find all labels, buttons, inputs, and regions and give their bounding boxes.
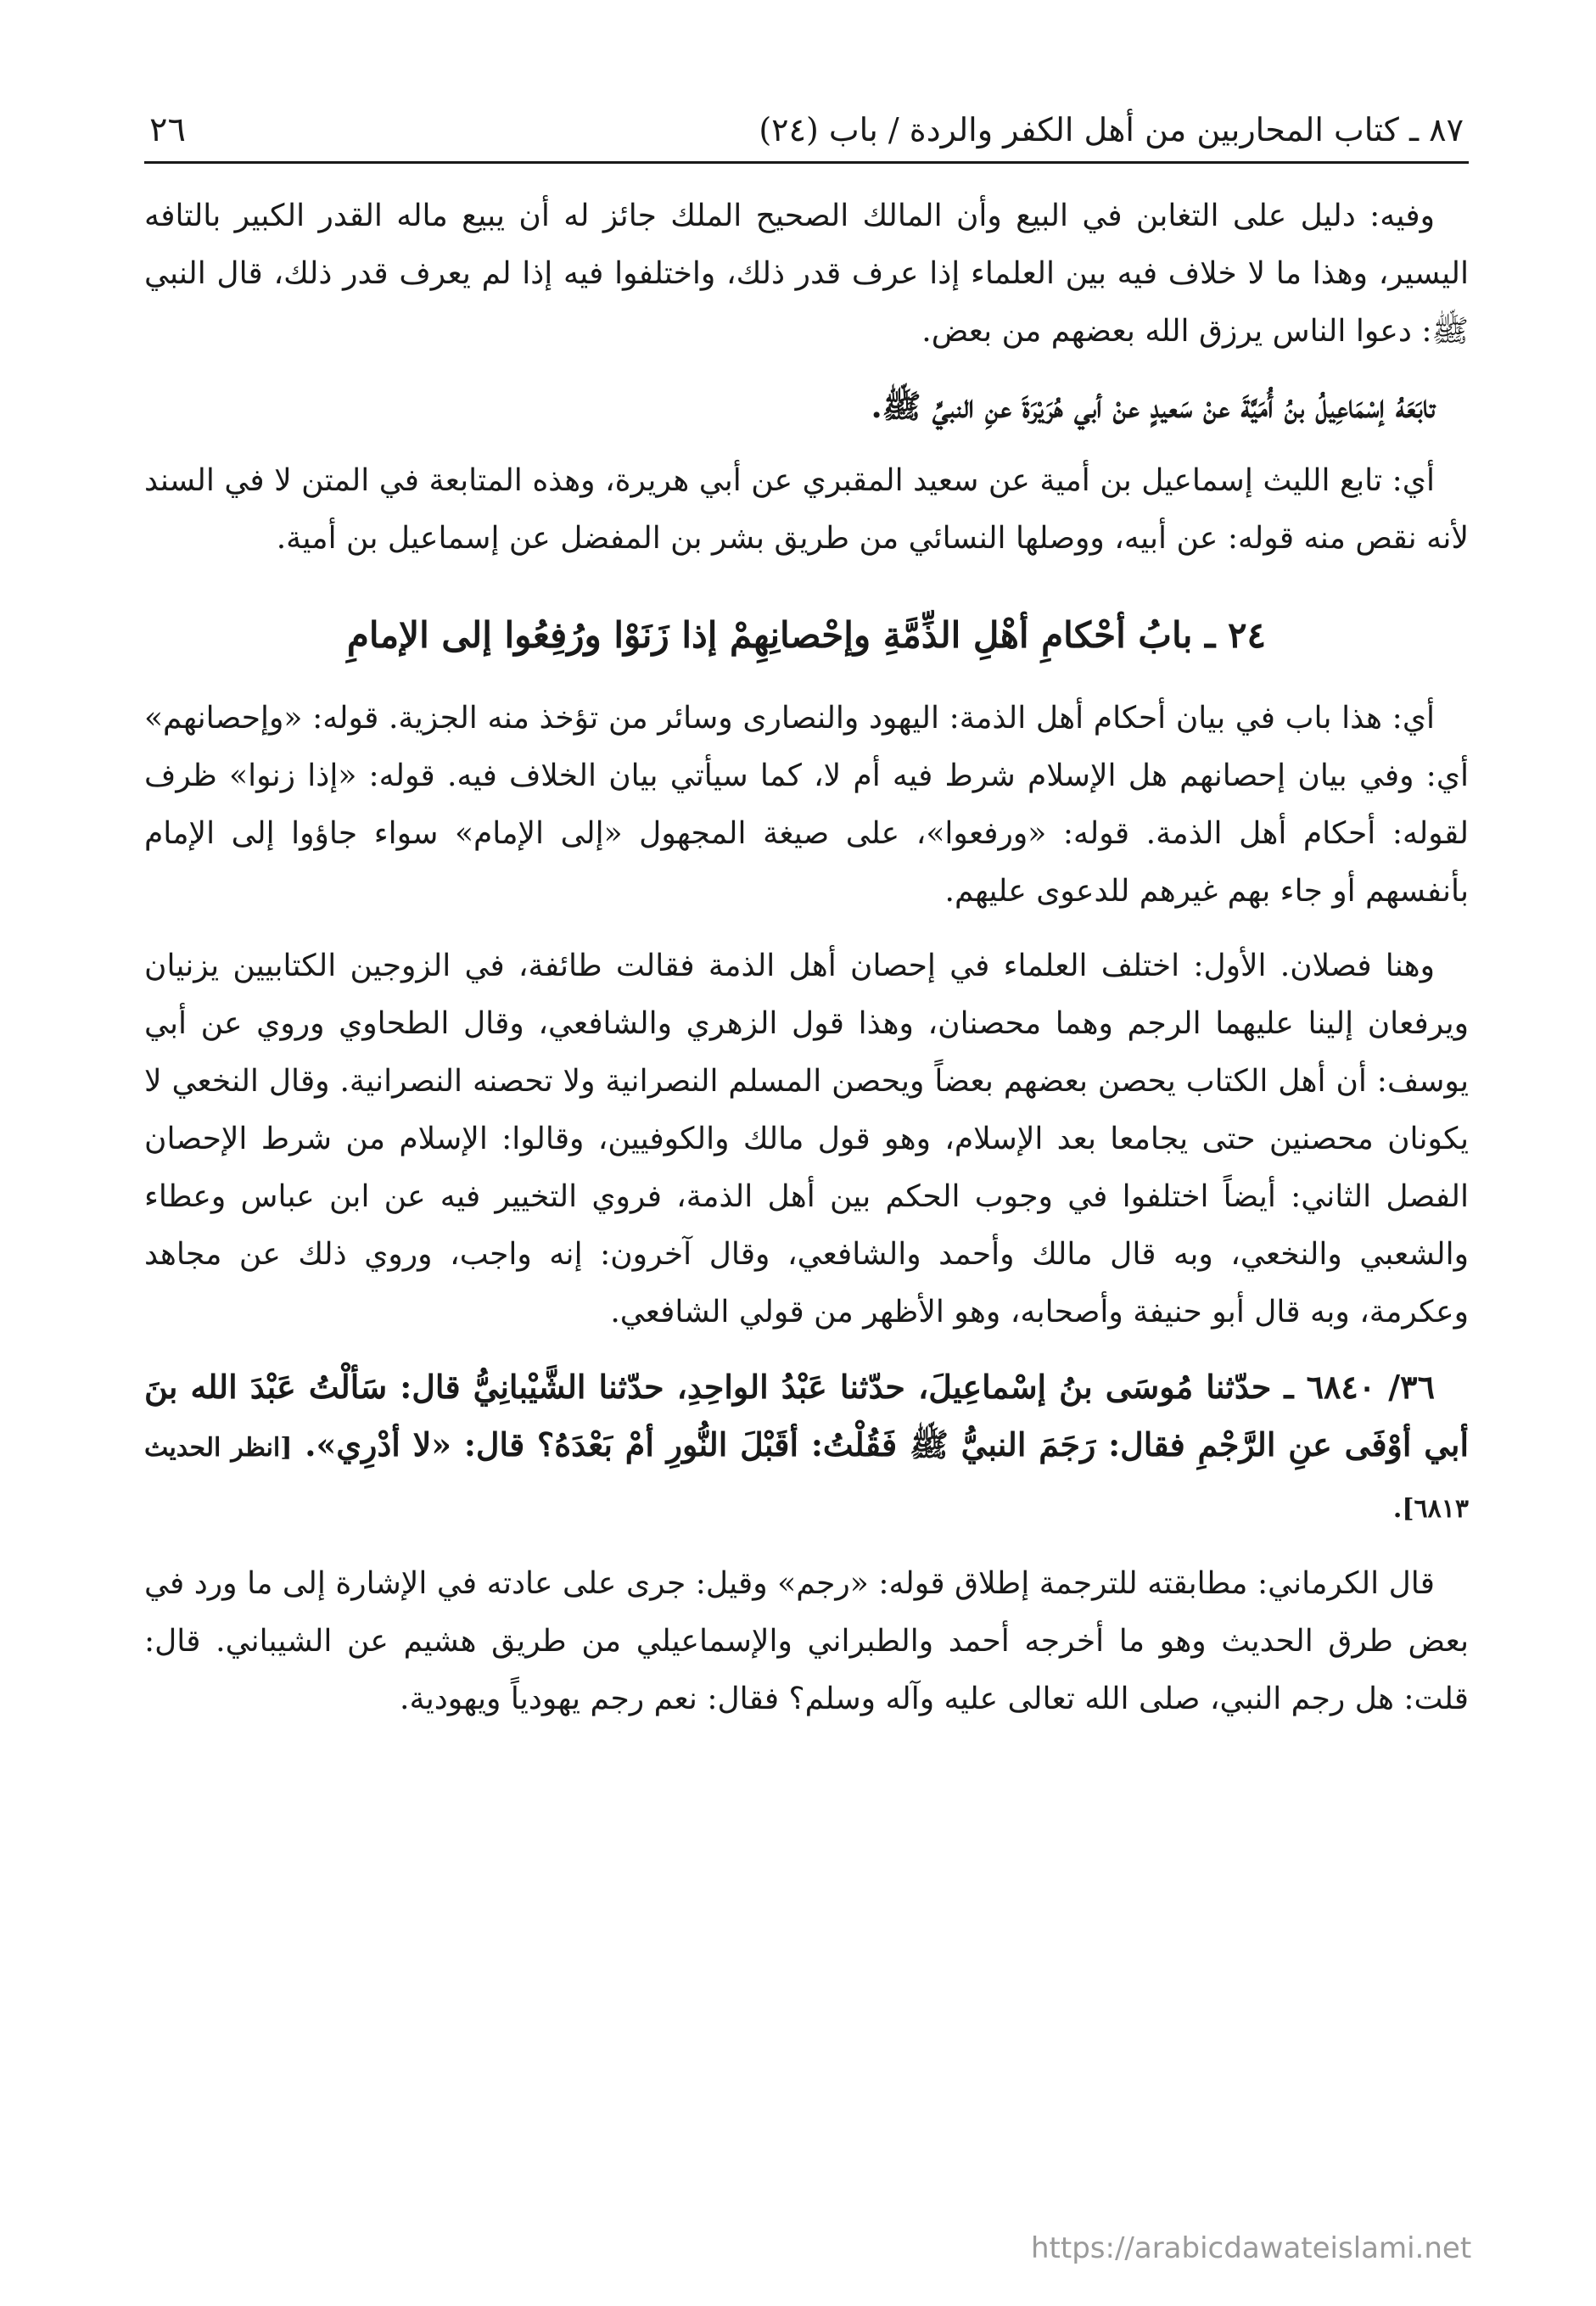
paragraph-chapter-explanation: أي: هذا باب في بيان أحكام أهل الذمة: اليهود والنصارى وسائر من تؤخذ منه الجزية. قوله: «وإحصانهم» أي: وفي بيان إحصانهم هل الإسلام شرط فيه أم لا، كما سيأتي بيان الخلاف فيه. قوله: «إذا زنوا» ظرف لقوله: أحكام أهل الذمة. قوله: «ورفعوا»، على صيغة المجهول «إلى الإمام» سواء جاؤوا إلى الإمام بأنفسهم أو جاء بهم غيرهم للدعوى عليهم.: [144, 701, 1469, 909]
hadith-reference: [انظر الحديث ٦٨١٣].: [144, 1433, 1469, 1524]
paragraph-kirmani: قال الكرماني: مطابقته للترجمة إطلاق قوله: «رجم» وقيل: جرى على عادته في الإشارة إلى ما ورد في بعض طرق الحديث وهو ما أخرجه أحمد والطبراني والإسماعيلي من طريق هشيم عن الشيباني. قال: قلت: هل رجم النبي، صلى الله تعالى عليه وآله وسلم؟ فقال: نعم رجم يهودياً ويهودية.: [144, 1566, 1469, 1716]
watermark-url: https://arabicdawateislami.net: [1031, 2231, 1472, 2265]
page-header: [144, 110, 1469, 164]
paragraph-two-sections: وهنا فصلان. الأول: اختلف العلماء في إحصان أهل الذمة فقالت طائفة، في الزوجين الكتابيين يزنيان ويرفعان إلينا عليهما الرجم وهما محصنان، وهذا قول الزهري والشافعي، وقال الطحاوي وروي عن أبي يوسف: أن أهل الكتاب يحصن بعضهم بعضاً ويحصن المسلم النصرانية ولا تحصنه النصرانية. وقال النخعي لا يكونان محصنين حتى يجامعا بعد الإسلام، وهو قول مالك والكوفيين، وقالوا: الإسلام من شرط الإحصان الفصل الثاني: أيضاً اختلفوا في وجوب الحكم بين أهل الذمة، فروي التخيير فيه عن ابن عباس وعطاء والشعبي والنخعي، وبه قال مالك وأحمد والشافعي، وقال آخرون: إنه واجب، وروي ذلك عن مجاهد وعكرمة، وبه قال أبو حنيفة وأصحابه، وهو الأظهر من قولي الشافعي.: [144, 949, 1469, 1329]
page-number: ٢٦: [149, 110, 186, 149]
running-title: ٨٧ ـ كتاب المحاربين من أهل الكفر والردة / باب (٢٤): [759, 111, 1464, 148]
paragraph-commentary-2: أي: تابع الليث إسماعيل بن أمية عن سعيد المقبري عن أبي هريرة، وهذه المتابعة في المتن لا في السند لأنه نقص منه قوله: عن أبيه، ووصلها النسائي من طريق بشر بن المفضل عن إسماعيل بن أمية.: [144, 463, 1469, 556]
paragraph-commentary-1: وفيه: دليل على التغابن في البيع وأن المالك الصحيح الملك جائز له أن يبيع ماله القدر الكبير بالتافه اليسير، وهذا ما لا خلاف فيه بين العلماء إذا عرف قدر ذلك، واختلفوا فيه إذا لم يعرف قدر ذلك، قال النبي ﷺ: دعوا الناس يرزق الله بعضهم من بعض.: [144, 199, 1469, 349]
hadith-text: [144, 1358, 1469, 1538]
chapter-heading: ٢٤ ـ بابُ أحْكامِ أهْلِ الذِّمَّةِ وإحْصانِهِمْ إذا زَنَوْا ورُفِعُوا إلى الإمامِ: [346, 614, 1267, 656]
page-content: [144, 188, 1469, 1728]
hadith-body: ٣٦/ ٦٨٤٠ ـ حدّثنا مُوسَى بنُ إسْماعِيلَ، حدّثنا عَبْدُ الواحِدِ، حدّثنا الشَّيْبانِيُّ قال: سَألْتُ عَبْدَ الله بنَ أبي أوْفَى عنِ الرَّجْمِ فقال: رَجَمَ النبيُّ ﷺ فَقُلْتُ: أقَبْلَ النُّورِ أمْ بَعْدَهُ؟ قال: «لا أدْرِي».: [144, 1368, 1470, 1464]
paragraph-mutaba: تابَعَهُ إسْمَاعِيلُ بنُ أُمَيَّةَ عنْ سَعيدٍ عنْ أبي هُرَيْرَةَ عنِ النبيِّ ﷺ.: [871, 387, 1435, 425]
